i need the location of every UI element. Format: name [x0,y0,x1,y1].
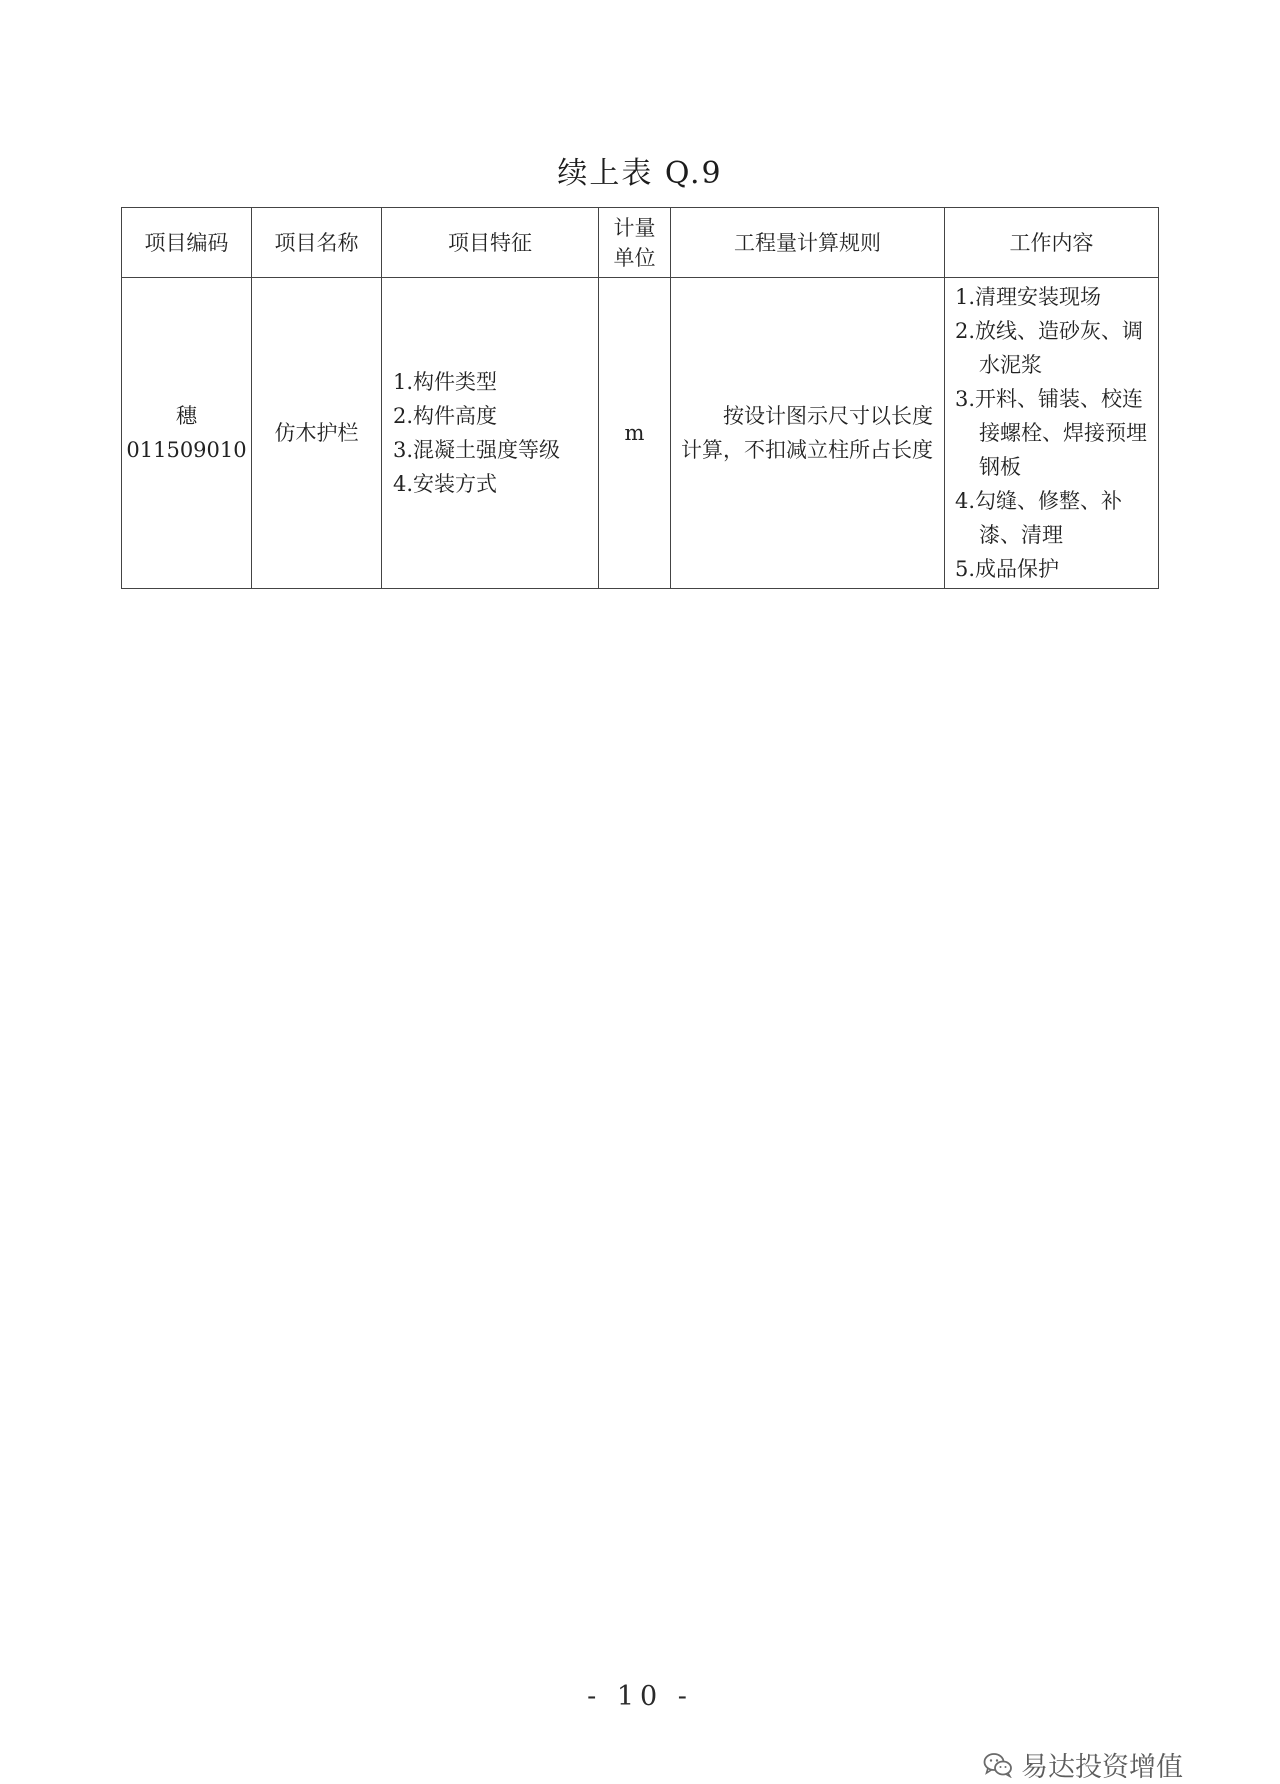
feature-item: 4.安装方式 [393,472,498,496]
rule-text: 按设计图示尺寸以长度计算，不扣减立柱所占长度 [681,404,933,462]
cell-rule [671,278,945,589]
code-number: 011509010 [126,438,247,462]
code-prefix: 穗 [176,404,197,428]
header-code: 项目编码 [122,208,252,278]
header-unit [599,208,671,278]
work-item: 4.勾缝、修整、补漆、清理 [955,489,1123,547]
feature-item: 3.混凝土强度等级 [393,438,561,462]
feature-item: 1.构件类型 [393,370,498,394]
work-item: 1.清理安装现场 [955,285,1102,309]
header-name: 项目名称 [252,208,382,278]
watermark [983,1745,1183,1784]
cell-unit: m [599,278,671,589]
quantity-table [121,207,1159,589]
work-item: 5.成品保护 [955,557,1060,581]
header-rule: 工程量计算规则 [671,208,945,278]
table-title: 续上表 Q.9 [557,156,723,191]
header-features: 项目特征 [382,208,599,278]
wechat-icon [983,1752,1013,1778]
work-item: 2.放线、造砂灰、调水泥浆 [955,319,1144,377]
cell-name: 仿木护栏 [252,278,382,589]
cell-work [945,278,1159,589]
feature-item: 2.构件高度 [393,404,498,428]
table-header-row [122,208,1159,278]
header-unit-line2: 单位 [613,245,656,270]
header-unit-line1: 计量 [613,215,656,240]
header-work: 工作内容 [945,208,1159,278]
table-row [122,278,1159,589]
cell-features [382,278,599,589]
work-item: 3.开料、铺装、校连接螺栓、焊接预埋钢板 [955,387,1147,479]
page-number: - 10 - [587,1681,693,1712]
cell-code [122,278,252,589]
watermark-text: 易达投资增值 [1021,1752,1183,1783]
